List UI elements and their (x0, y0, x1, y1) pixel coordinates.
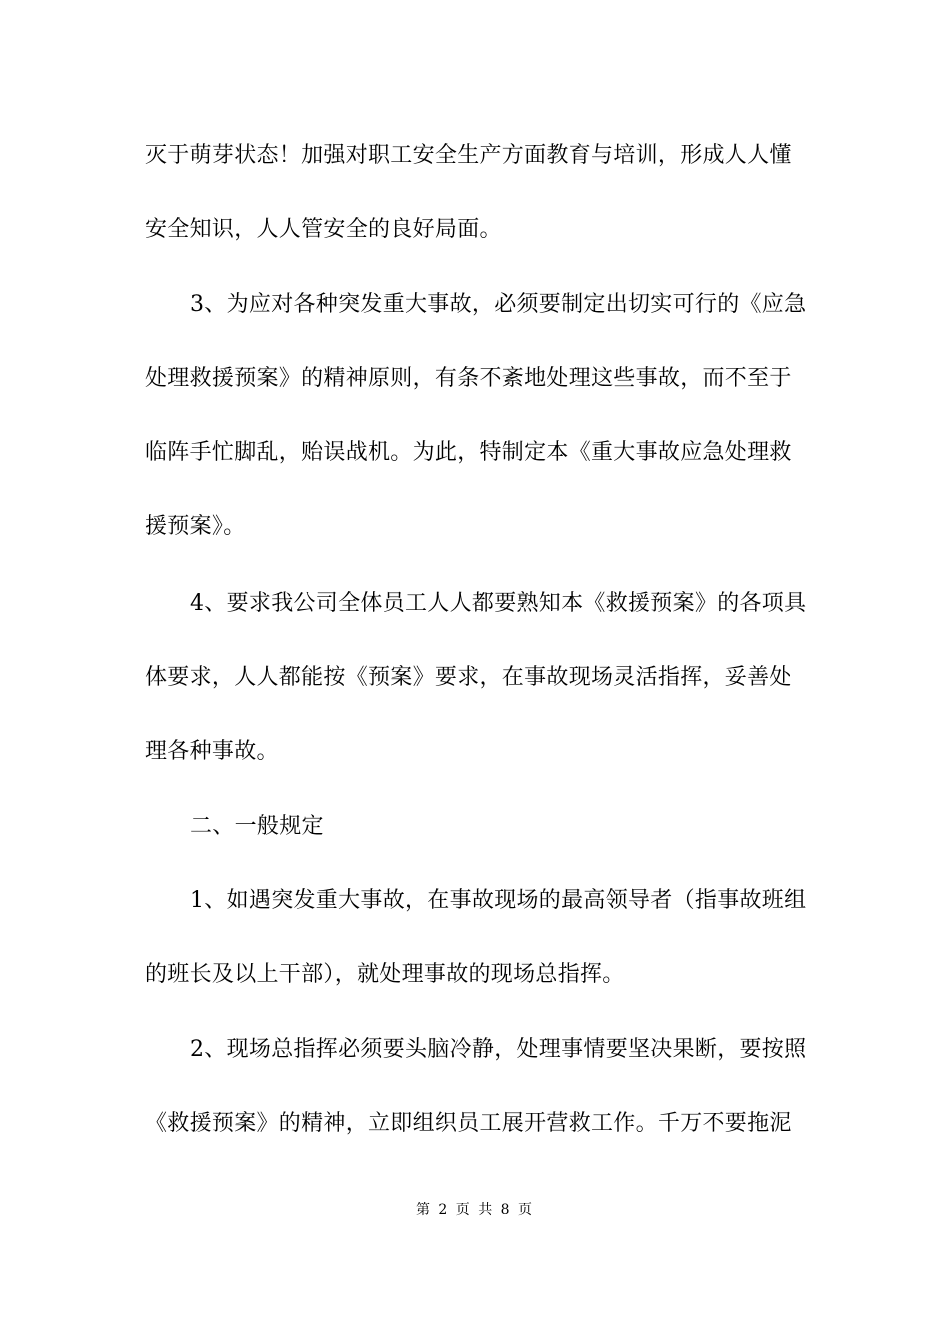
page-footer (0, 1200, 950, 1220)
text-line: 4、要求我公司全体员工人人都要熟知本《救援预案》的各项具 (190, 591, 807, 616)
text-line: 1、如遇突发重大事故，在事故现场的最高领导者（指事故班组 (190, 888, 807, 913)
footer-prefix: 第 (415, 1202, 432, 1218)
text-line: 的班长及以上干部），就处理事故的现场总指挥。 (145, 962, 625, 987)
text-line: 临阵手忙脚乱，贻误战机。为此，特制定本《重大事故应急处理救 (145, 440, 792, 465)
footer-middle: 页 共 (455, 1202, 495, 1218)
text-line: 3、为应对各种突发重大事故，必须要制定出切实可行的《应急 (190, 292, 807, 317)
text-line: 体要求，人人都能按《预案》要求，在事故现场灵活指挥，妥善处 (145, 665, 792, 690)
text-line: 《救援预案》的精神，立即组织员工展开营救工作。千万不要拖泥 (145, 1111, 792, 1136)
current-page-number: 2 (438, 1202, 450, 1218)
text-line: 安全知识，人人管安全的良好局面。 (145, 217, 502, 242)
text-line: 灭于萌芽状态！加强对职工安全生产方面教育与培训，形成人人懂 (145, 143, 792, 168)
text-line: 处理救援预案》的精神原则，有条不紊地处理这些事故，而不至于 (145, 366, 792, 391)
text-line: 理各种事故。 (145, 739, 279, 764)
total-page-number: 8 (500, 1202, 512, 1218)
text-line: 2、现场总指挥必须要头脑冷静，处理事情要坚决果断，要按照 (190, 1037, 807, 1062)
footer-suffix: 页 (518, 1202, 535, 1218)
text-line: 援预案》。 (145, 514, 246, 539)
section-heading: 二、一般规定 (190, 814, 324, 839)
